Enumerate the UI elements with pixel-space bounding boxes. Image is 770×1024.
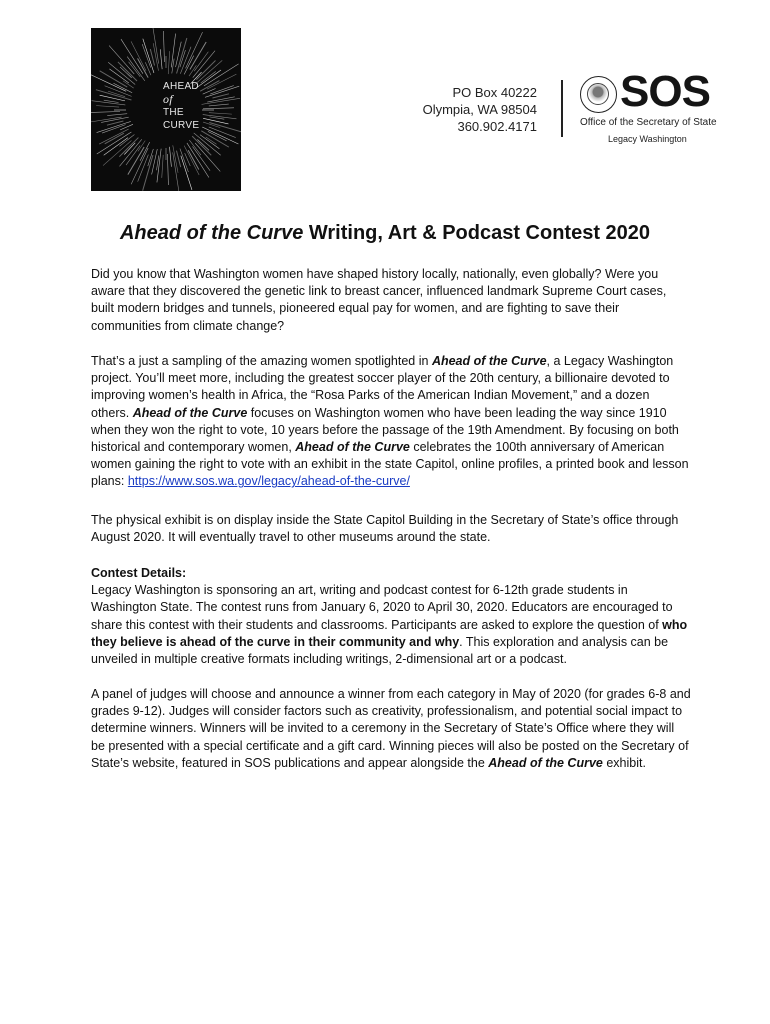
starburst-ray (120, 67, 132, 78)
intro-paragraph: Did you know that Washington women have shaped history locally, nationally, even globally? Were you aware that they discovered the genetic link to breast cancer, influenced landmark Supreme Court cases, built modern bridges and tunnels, pioneered equal pay for women, and are fighting to save their communities from climate change? (91, 267, 667, 333)
starburst-ray (152, 149, 158, 174)
contest-details-heading: Contest Details: (91, 566, 187, 580)
state-seal-icon (580, 76, 617, 113)
starburst-ray (163, 31, 164, 62)
exhibit-paragraph: The physical exhibit is on display inside the State Capitol Building in the Secretary of State’s office through August 2020. It will eventually travel to other museums around the state. (91, 513, 679, 545)
judging-text-a: A panel of judges will choose and announce a winner from each category in May of 2020 (for grades 6-8 and grades 9-12). Judges will consider factors such as creativity, professionalism, and potential social impact to determine winners. Winners will be invited to a ceremony in the Secretary of State’s Office where they will be presented with a special certificate and a gift card. Winning pieces will also be posted on the Secretary of State’s website, featured in SOS publications and appear alongside the (91, 687, 691, 770)
page-title (0, 222, 770, 245)
starburst-ray (91, 111, 120, 112)
starburst-ray (197, 70, 221, 88)
sos-logo (578, 67, 738, 154)
starburst-ray (92, 101, 126, 105)
starburst-ray (97, 132, 132, 154)
logo-line-curve: CURVE (163, 120, 200, 131)
starburst-ray (207, 74, 236, 89)
starburst-ray (100, 95, 125, 101)
mailing-address (423, 84, 537, 135)
starburst-ray (124, 143, 135, 155)
sos-wordmark: SOS (620, 67, 710, 116)
p2-text-g: celebrates the 100th anniversary of American women gaining the right to vote with an exhibit in the state Capitol, online profiles, a printed book and lesson plans: (91, 440, 689, 489)
starburst-ray (209, 123, 241, 133)
contest-text-a: Legacy Washington is sponsoring an art, writing and podcast contest for 6-12th grade students in Washington State. The contest runs from January 6, 2020 to April 30, 2020. Educators are encouraged to share this contest with their students and classrooms. Participants are asked to explore the question of (91, 583, 673, 632)
starburst-ray (176, 151, 180, 167)
header-divider (561, 80, 563, 137)
address-phone: 360.902.4171 (457, 119, 537, 134)
starburst-ray (104, 100, 119, 102)
starburst-ray (181, 156, 192, 190)
starburst-ray (203, 108, 234, 109)
judging-paragraph (91, 686, 691, 772)
starburst-ray (107, 114, 127, 116)
judging-text-c: exhibit. (602, 755, 646, 770)
sos-office-name: Office of the Secretary of State (580, 117, 717, 128)
project-link[interactable]: https://www.sos.wa.gov/legacy/ahead-of-the-curve/ (127, 474, 410, 489)
starburst-ray (169, 147, 171, 167)
p2-title-ref-3: Ahead of the Curve (295, 440, 410, 455)
starburst-ray (209, 104, 229, 106)
logo-line-ahead: AHEAD (163, 81, 199, 92)
address-city: Olympia, WA 98504 (422, 102, 537, 117)
judging-title-ref: Ahead of the Curve (488, 755, 603, 770)
starburst-ray (120, 124, 133, 130)
title-rest: Writing, Art & Podcast Contest 2020 (303, 222, 651, 244)
contest-question: who they believe is ahead of the curve in their community and why (91, 617, 688, 649)
starburst-ray (162, 155, 163, 178)
starburst-ray (209, 113, 232, 114)
starburst-ray (212, 94, 228, 98)
starburst-ray (176, 42, 182, 67)
starburst-ray (210, 86, 234, 94)
p2-title-ref-1: Ahead of the Curve (431, 354, 547, 368)
contest-details-section (91, 565, 691, 668)
starburst-ray (206, 137, 217, 144)
starburst-ray (142, 44, 150, 68)
ahead-of-the-curve-logo (91, 28, 241, 191)
title-italic: Ahead of the Curve (119, 222, 304, 244)
starburst-ray (202, 98, 241, 104)
starburst-ray (109, 46, 134, 74)
p2-text-c: , a Legacy Washington project. You’ll meet more, including the greatest soccer player of the 20th century, a billionaire devoted to improving women’s health in Africa, the “Rosa Parks of the American Indian Movement,” and a dozen others. (91, 354, 674, 420)
starburst-ray (168, 51, 169, 74)
address-po-box: PO Box 40222 (452, 85, 537, 100)
starburst-ray (203, 89, 216, 95)
p2-text-a: That’s a just a sampling of the amazing women spotlighted in (91, 354, 432, 368)
logo-line-the: THE (163, 107, 184, 118)
starburst-ray (143, 155, 153, 191)
p2-title-ref-2: Ahead of the Curve (132, 405, 248, 420)
starburst-ray (167, 154, 168, 185)
logo-line-of: of (163, 92, 173, 106)
starburst-ray (160, 49, 162, 69)
starburst-ray (157, 149, 161, 183)
contest-text-c: . This exploration and analysis can be unveiled in multiple creative formats including writings, 2-dimensional art or a podcast. (91, 634, 669, 667)
project-paragraph (91, 353, 691, 491)
starburst-ray (96, 106, 119, 107)
p2-text-e: focuses on Washington women who have been leading the way since 1910 when they won the right to vote, 10 years before the passage of the 19th Amendment. By focusing on both historical and contemporary women, (91, 405, 679, 455)
logo-text (163, 80, 199, 132)
sos-program-name: Legacy Washington (608, 134, 687, 144)
